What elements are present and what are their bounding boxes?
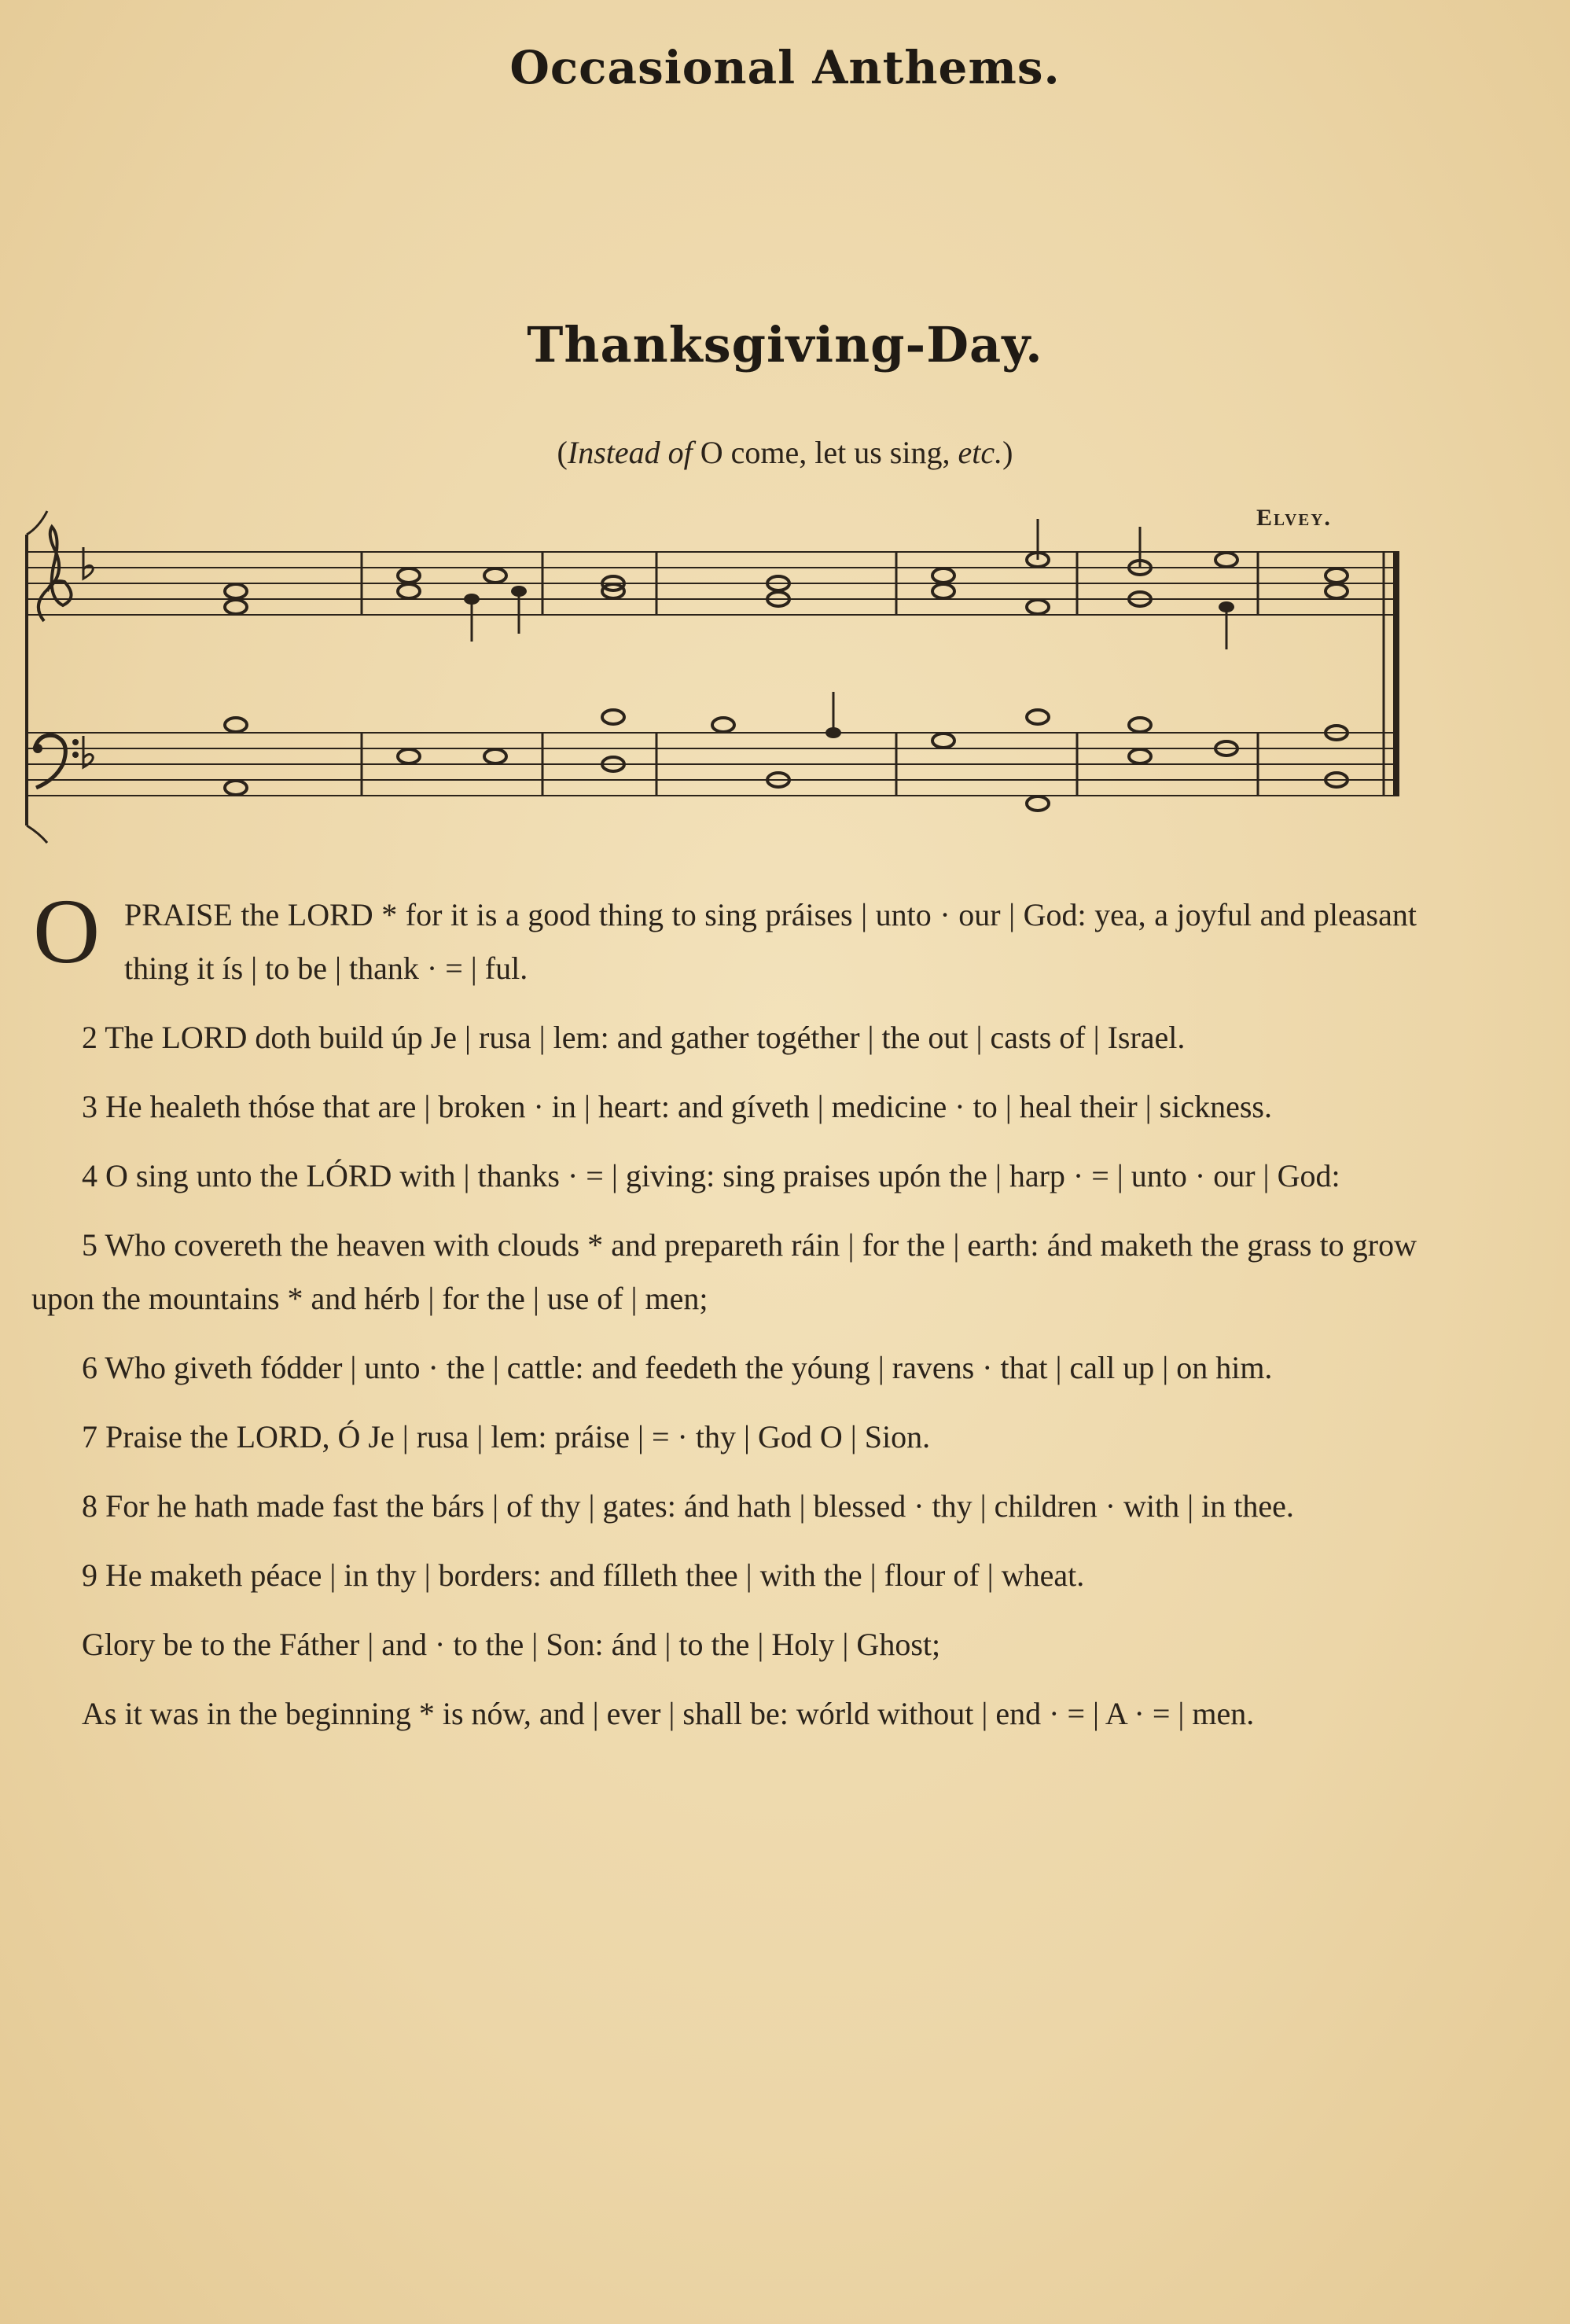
gloria-1: Glory be to the Fáther | and · to the | Son: ánd | to the | Holy | Ghost;	[82, 1627, 941, 1662]
rubric-etc: etc.	[958, 435, 1003, 470]
verse-1	[31, 880, 1417, 995]
verse-3: 3 He healeth thóse that are | broken · in | heart: and gíveth | medicine · to | heal their | sickness.	[82, 1089, 1272, 1124]
rubric	[0, 434, 1570, 471]
verse-4: 4 O sing unto the LÓRD with | thanks · = | giving: sing praises upón the | harp · = | unto · our | God:	[82, 1158, 1340, 1193]
verse-2: 2 The LORD doth build úp Je | rusa | lem: and gather togéther | the out | casts of | Israel.	[82, 1020, 1186, 1055]
verse-5: 5 Who covereth the heaven with clouds * and prepareth ráin | for the | earth: ánd maketh the grass to grow upon the mountains * and hérb | for the | use of | men;	[31, 1227, 1417, 1316]
verse-8: 8 For he hath made fast the bárs | of thy | gates: ánd hath | blessed · thy | children · with | in thee.	[82, 1488, 1294, 1524]
gloria-2: As it was in the beginning * is nów, and | ever | shall be: wórld without | end · = | A · = | men.	[82, 1696, 1255, 1731]
verse-text: PRAISE the LORD * for it is a good thing to sing práises | unto · our | God: yea, a joyful and pleasant thing it ís | to be | thank · = | ful.	[124, 897, 1417, 986]
verse-9: 9 He maketh péace | in thy | borders: and fílleth thee | with the | flour of | wheat.	[82, 1557, 1085, 1593]
rubric-text: O come, let us sing,	[692, 435, 958, 470]
page-heading: Occasional Anthems.	[509, 41, 1061, 94]
rubric-open: (	[557, 435, 568, 470]
drop-cap: O	[33, 880, 101, 983]
composer: Elvey.	[1256, 505, 1332, 531]
music-score	[16, 503, 1431, 849]
anthem-text	[31, 880, 1417, 1756]
rubric-instead-of: Instead of	[567, 435, 693, 470]
anthem-title: Thanksgiving-Day.	[527, 316, 1043, 373]
verse-6: 6 Who giveth fódder | unto · the | cattle: and feedeth the yóung | ravens · that | call up | on him.	[82, 1350, 1273, 1385]
verse-7: 7 Praise the LORD, Ó Je | rusa | lem: práise | = · thy | God O | Sion.	[82, 1419, 931, 1454]
rubric-close: )	[1002, 435, 1013, 470]
